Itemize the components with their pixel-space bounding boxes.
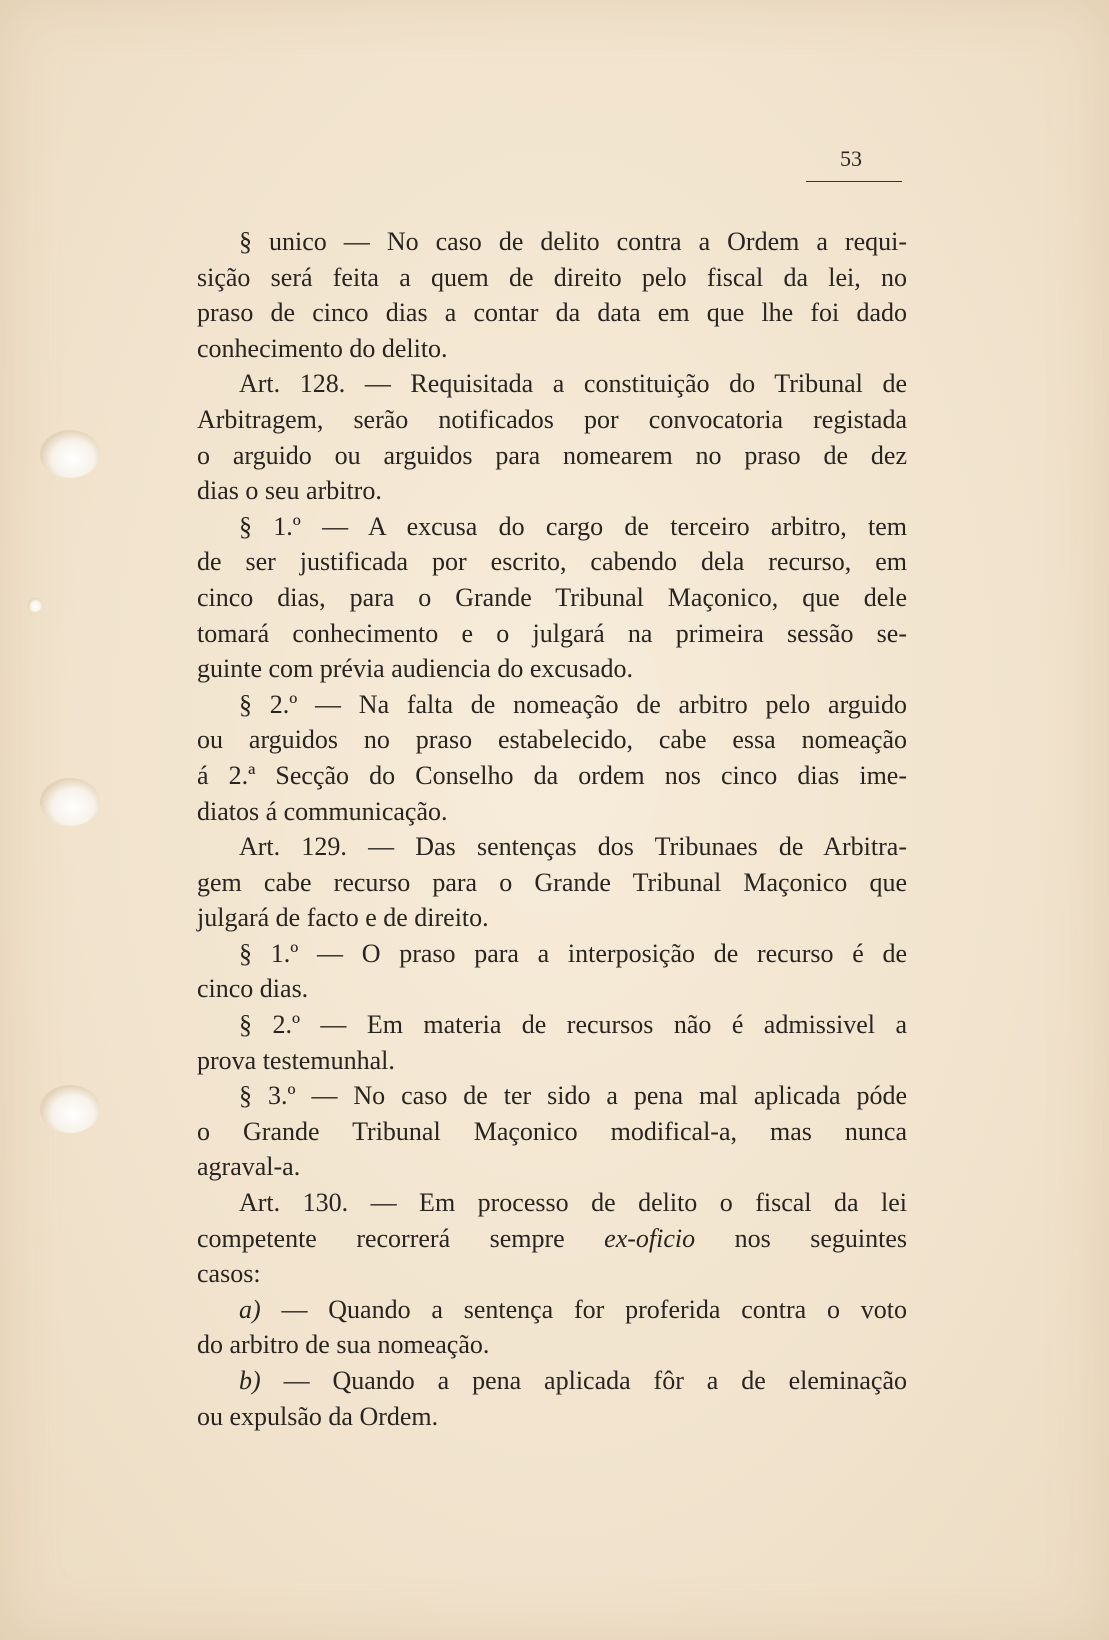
text-run: — Quando a pena aplicada fôr a de eleminação [260,1366,907,1395]
text-line-mixed [197,1292,907,1328]
text-line: § 3.º — No caso de ter sido a pena mal aplicada póde [239,1081,907,1111]
text-line: gem cabe recurso para o Grande Tribunal Maçonico que [197,867,907,897]
text-line-mixed [197,1221,907,1257]
text-line: praso de cinco dias a contar da data em que lhe foi dado [197,298,907,328]
item-marker: a) [239,1294,261,1324]
text-run: — Quando a sentença for proferida contra o voto [260,1294,907,1324]
text-line: Art. 129. — Das sentenças dos Tribunaes de Arbitra- [239,832,907,862]
text-line: julgará de facto e de direito. [197,903,489,933]
text-line: ou expulsão da Ordem. [197,1401,439,1431]
text-line: sição será feita a quem de direito pelo fiscal da lei, no [197,262,907,292]
punch-hole-mark [40,778,100,826]
text-line: § unico — No caso de delito contra a Ordem a requi- [239,227,907,256]
item-marker: b) [239,1366,261,1395]
text-line: Arbitragem, serão notificados por convocatoria registada [197,404,907,434]
text-line: cinco dias, para o Grande Tribunal Maçonico, que dele [197,582,907,612]
text-line: conhecimento do delito. [197,333,448,363]
text-line: o arguido ou arguidos para nomearem no praso de dez [197,440,907,470]
text-line: o Grande Tribunal Maçonico modifical-a, mas nunca [197,1116,907,1146]
text-run: competente recorrerá sempre [197,1223,605,1253]
text-line: de ser justificada por escrito, cabendo dela recurso, em [197,547,907,577]
text-line: prova testemunhal. [197,1045,395,1075]
text-line: diatos á communicação. [197,796,448,826]
text-line: do arbitro de sua nomeação. [197,1330,490,1360]
text-line: á 2.ª Secção do Conselho da ordem nos cinco dias ime- [197,760,907,790]
punch-hole-mark [40,1085,100,1133]
page-number-rule [806,181,902,182]
punch-hole-mark [40,430,100,478]
text-line: dias o seu arbitro. [197,476,382,506]
text-run: nos seguintes [695,1223,907,1253]
text-line: tomará conhecimento e o julgará na primeira sessão se- [197,618,907,648]
page-number: 53 [840,146,862,171]
text-line: Art. 130. — Em processo de delito o fiscal da lei [239,1188,907,1218]
text-line: cinco dias. [197,974,309,1004]
text-line: § 1.º — A excusa do cargo de terceiro arbitro, tem [239,511,907,541]
text-line-mixed [197,1363,907,1399]
text-line: Art. 128. — Requisitada a constituição do Tribunal de [239,369,907,399]
text-line: casos: [197,1259,261,1289]
paper-speck [28,598,42,612]
text-line: § 2.º — Em materia de recursos não é admissivel a [239,1010,907,1040]
text-line: ou arguidos no praso estabelecido, cabe essa nomeação [197,725,907,755]
text-line: § 2.º — Na falta de nomeação de arbitro pelo arguido [239,689,907,719]
body-text [197,224,907,1434]
text-line: guinte com prévia audiencia do excusado. [197,654,634,684]
text-line: agraval-a. [197,1152,301,1182]
text-line: § 1.º — O praso para a interposição de recurso é de [239,938,907,968]
italic-term: ex-oficio [604,1223,696,1253]
